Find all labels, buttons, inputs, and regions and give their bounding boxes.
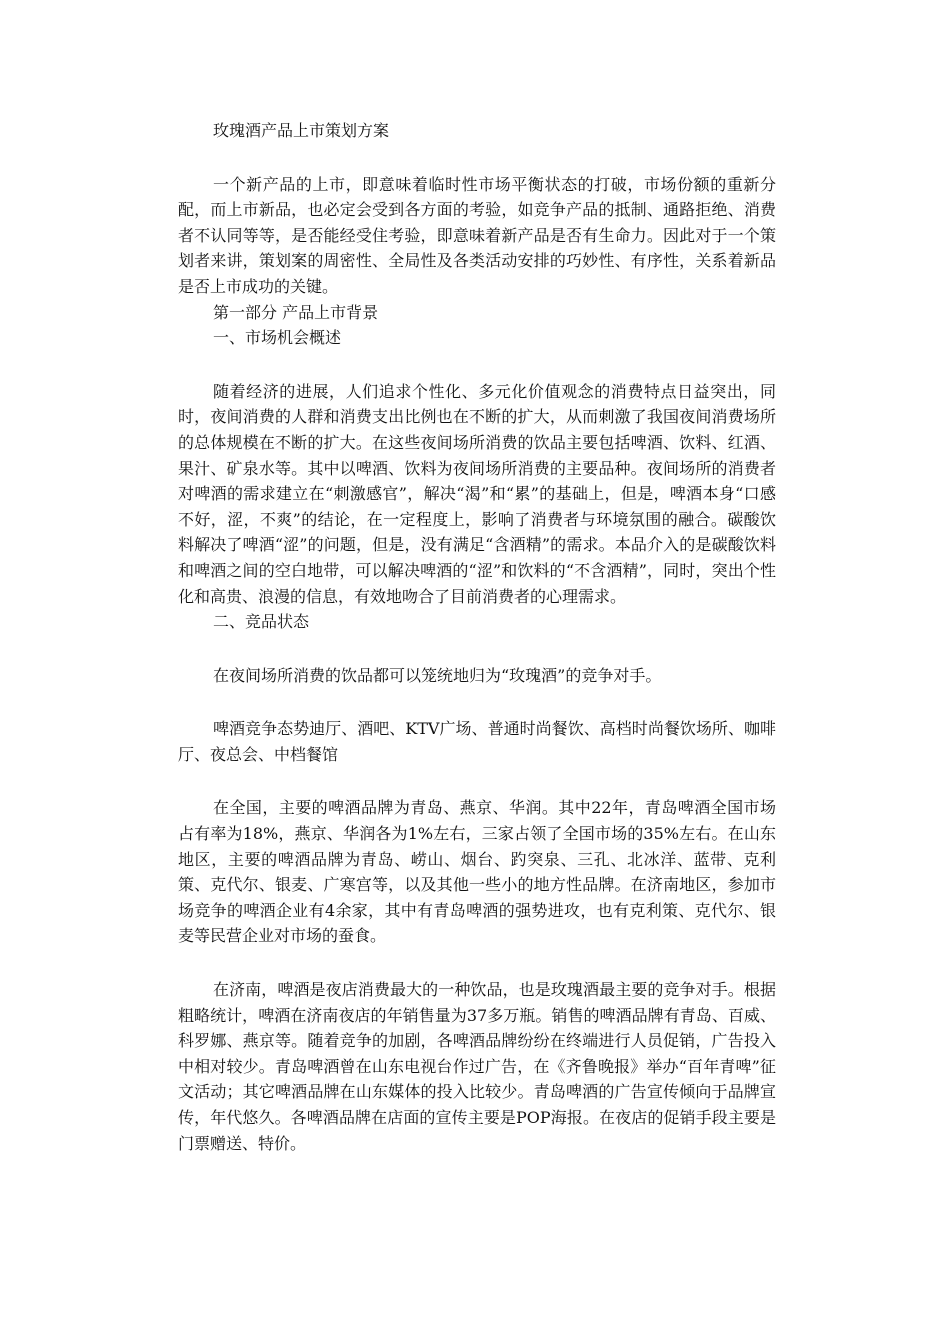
- section-heading-competitors: 二、竞品状态: [213, 612, 310, 632]
- competitors-paragraph-3: 在全国，主要的啤酒品牌为青岛、燕京、华润。其中22年，青岛啤酒全国市场占有率为18%，燕京、华润各为1%左右，三家占领了全国市场的35%左右。在山东地区，主要的啤酒品牌为青岛、崂山、烟台、趵突泉、三孔、北冰洋、蓝带、克利策、克代尔、银麦、广寒宫等，以及其他一些小的地方性品牌。在济南地区，参加市场竞争的啤酒企业有4余家，其中有青岛啤酒的强势进攻，也有克利策、克代尔、银麦等民营企业对市场的蚕食。: [178, 798, 776, 946]
- market-opportunity-paragraph: 随着经济的进展，人们追求个性化、多元化价值观念的消费特点日益突出，同时，夜间消费的人群和消费支出比例也在不断的扩大，从而刺激了我国夜间消费场所的总体规模在不断的扩大。在这些夜间场所消费的饮品主要包括啤酒、饮料、红酒、果汁、矿泉水等。其中以啤酒、饮料为夜间场所消费的主要品种。夜间场所的消费者对啤酒的需求建立在“刺激感官”，解决“渴”和“累”的基础上，但是，啤酒本身“口感不好，涩，不爽”的结论，在一定程度上，影响了消费者与环境氛围的融合。碳酸饮料解决了啤酒“涩”的问题，但是，没有满足“含酒精”的需求。本品介入的是碳酸饮料和啤酒之间的空白地带，可以解决啤酒的“涩”和饮料的“不含酒精”，同时，突出个性化和高贵、浪漫的信息，有效地吻合了目前消费者的心理需求。: [178, 381, 776, 606]
- competitors-paragraph-2: 啤酒竞争态势迪厅、酒吧、KTV广场、普通时尚餐饮、高档时尚餐饮场所、咖啡厅、夜总会、中档餐馆: [178, 719, 776, 764]
- competitors-paragraph-1: 在夜间场所消费的饮品都可以笼统地归为“玫瑰酒”的竞争对手。: [213, 665, 662, 685]
- section-heading-market: 一、市场机会概述: [213, 328, 342, 348]
- competitors-paragraph-4: 在济南，啤酒是夜店消费最大的一种饮品，也是玫瑰酒最主要的竞争对手。根据粗略统计，啤酒在济南夜店的年销售量为37多万瓶。销售的啤酒品牌有青岛、百威、科罗娜、燕京等。随着竞争的加剧，各啤酒品牌纷纷在终端进行人员促销，广告投入中相对较少。青岛啤酒曾在山东电视台作过广告，在《齐鲁晚报》举办“百年青啤”征文活动；其它啤酒品牌在山东媒体的投入比较少。青岛啤酒的广告宣传倾向于品牌宣传，年代悠久。各啤酒品牌在店面的宣传主要是POP海报。在夜店的促销手段主要是门票赠送、特价。: [178, 980, 776, 1153]
- intro-paragraph: 一个新产品的上市，即意味着临时性市场平衡状态的打破，市场份额的重新分配，而上市新品，也必定会受到各方面的考验，如竞争产品的抵制、通路拒绝、消费者不认同等等，是否能经受住考验，即意味着新产品是否有生命力。因此对于一个策划者来讲，策划案的周密性、全局性及各类活动安排的巧妙性、有序性，关系着新品是否上市成功的关键。: [178, 174, 776, 296]
- document-title: 玫瑰酒产品上市策划方案: [213, 121, 390, 140]
- document-page: [178, 118, 776, 1156]
- part-heading: 第一部分 产品上市背景: [213, 302, 379, 322]
